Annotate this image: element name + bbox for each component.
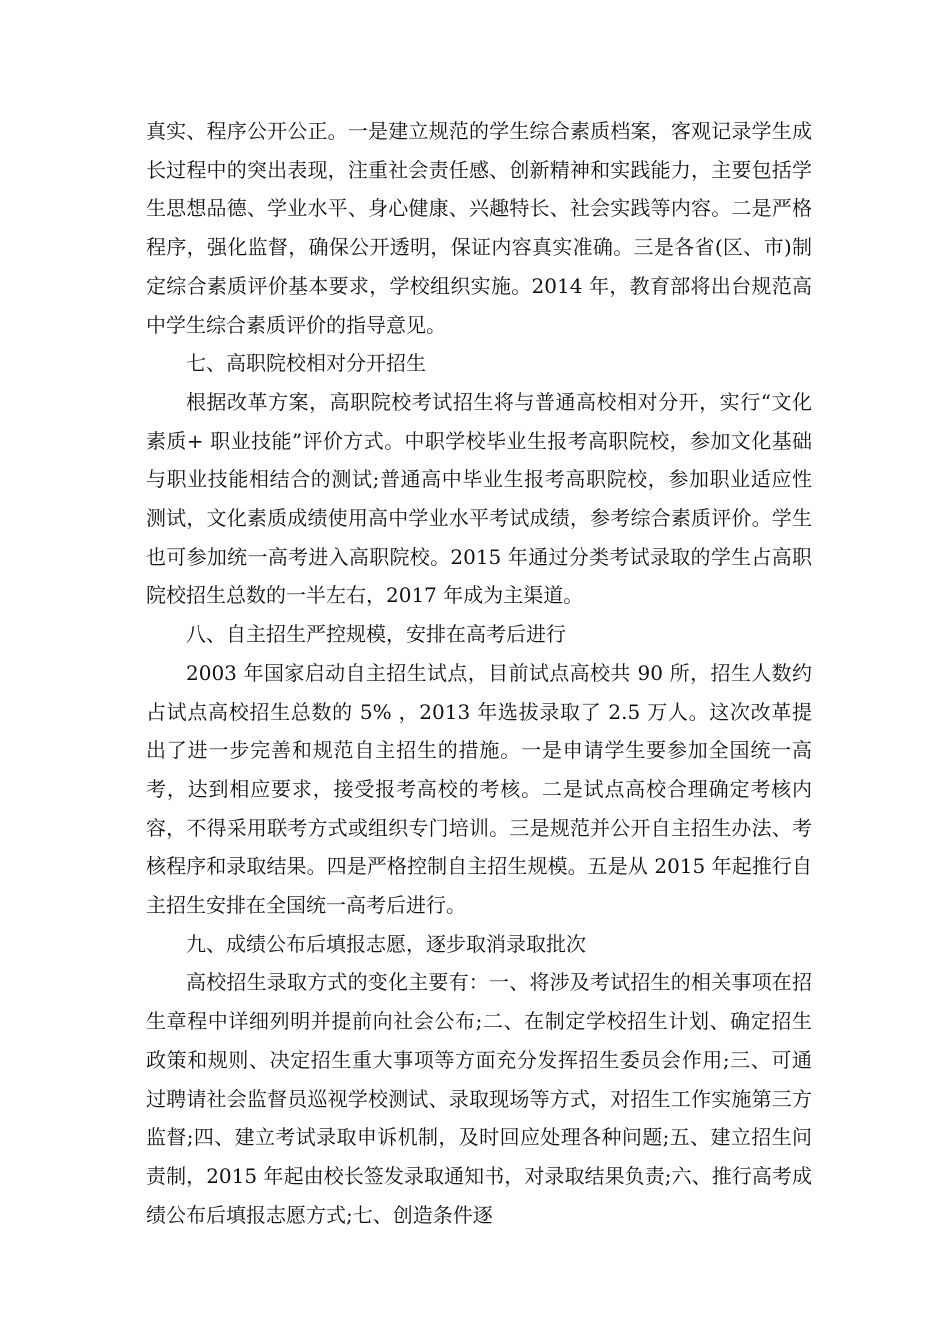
paragraph-independent-admission: 2003 年国家启动自主招生试点，目前试点高校共 90 所，招生人数约占试点高校招生总数的 5% ，2013 年选拔录取了 2.5 万人。这次改革提出了进一步完善和规范自主招生的措施。一是申请学生要参加全国统一高考，达到相应要求，接受报考高校的考核。二是试点高校合理确定考核内容，不得采用联考方式或组织专门培训。三是规范并公开自主招生办法、考核程序和录取结果。四是严格控制自主招生规模。五是从 2015 年起推行自主招生安排在全国统一高考后进行。	[146, 660, 812, 918]
paragraph-volunteer-filling: 高校招生录取方式的变化主要有：一、将涉及考试招生的相关事项在招生章程中详细列明并提前向社会公布;二、在制定学校招生计划、确定招生政策和规则、决定招生重大事项等方面充分发挥招生委员会作用;三、可通过聘请社会监督员巡视学校测试、录取现场等方式，对招生工作实施第三方监督;四、建立考试录取申诉机制，及时回应处理各种问题;五、建立招生问责制，2015 年起由校长签发录取通知书，对录取结果负责;六、推行高考成绩公布后填报志愿方式;七、创造条件逐	[146, 970, 812, 1227]
document-page	[146, 112, 812, 1234]
section-heading-volunteer-filling: 九、成绩公布后填报志愿，逐步取消录取批次	[186, 931, 586, 956]
section-heading-vocational: 七、高职院校相对分开招生	[186, 351, 426, 376]
section-heading-independent-admission: 八、自主招生严控规模，安排在高考后进行	[186, 622, 566, 647]
paragraph-evaluation-continued: 真实、程序公开公正。一是建立规范的学生综合素质档案，客观记录学生成长过程中的突出表现，注重社会责任感、创新精神和实践能力，主要包括学生思想品德、学业水平、身心健康、兴趣特长、社会实践等内容。二是严格程序，强化监督，确保公开透明，保证内容真实准确。三是各省(区、市)制定综合素质评价基本要求，学校组织实施。2014 年，教育部将出台规范高中学生综合素质评价的指导意见。	[146, 119, 812, 337]
paragraph-vocational: 根据改革方案，高职院校考试招生将与普通高校相对分开，实行“文化素质+ 职业技能”评价方式。中职学校毕业生报考高职院校，参加文化基础与职业技能相结合的测试;普通高中毕业生报考高职院校，参加职业适应性测试，文化素质成绩使用高中学业水平考试成绩，参考综合素质评价。学生也可参加统一高考进入高职院校。2015 年通过分类考试录取的学生占高职院校招生总数的一半左右，2017 年成为主渠道。	[146, 389, 812, 608]
